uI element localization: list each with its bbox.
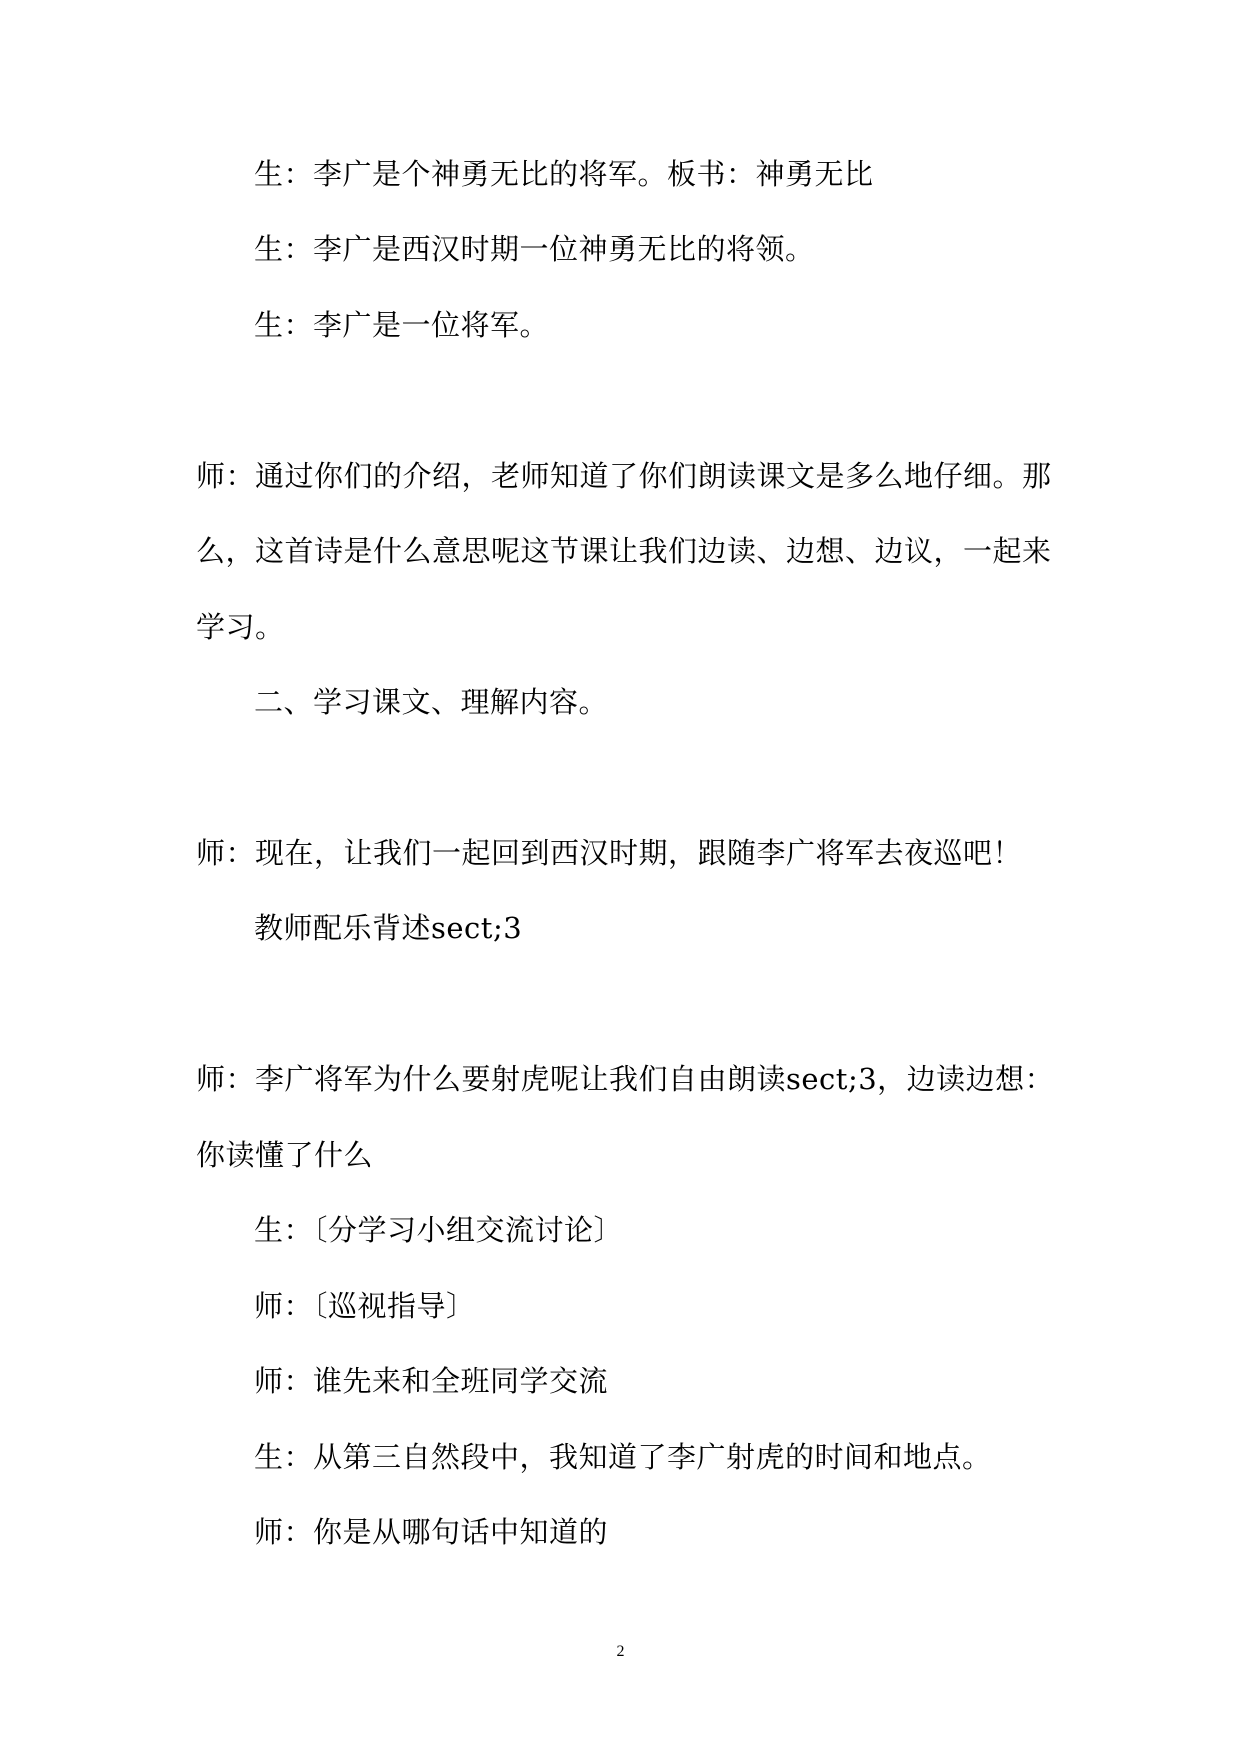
text-line-13: 师：〔巡视指导〕 [254, 1289, 476, 1323]
text-line-12: 生：〔分学习小组交流讨论〕 [254, 1213, 624, 1247]
text-line-11: 你读懂了什么 [196, 1138, 374, 1172]
text-line-8: 师：现在，让我们一起回到西汉时期，跟随李广将军去夜巡吧！ [196, 836, 1023, 870]
section-heading: 二、学习课文、理解内容。 [254, 685, 609, 719]
text-line-6: 学习。 [196, 610, 285, 644]
text-line-4: 师：通过你们的介绍，老师知道了你们朗读课文是多么地仔细。那 [196, 459, 1052, 493]
text-line-16: 师：你是从哪句话中知道的 [254, 1515, 609, 1549]
text-line-5: 么，这首诗是什么意思呢这节课让我们边读、边想、边议，一起来 [196, 534, 1052, 568]
text-line-2: 生：李广是西汉时期一位神勇无比的将领。 [254, 232, 815, 266]
text-line-9: 教师配乐背述sect;3 [254, 911, 523, 945]
text-line-14: 师：谁先来和全班同学交流 [254, 1364, 609, 1398]
page-number: 2 [616, 1643, 625, 1660]
text-line-1: 生：李广是个神勇无比的将军。板书：神勇无比 [254, 157, 874, 191]
text-line-10: 师：李广将军为什么要射虎呢让我们自由朗读sect;3，边读边想： [196, 1062, 1055, 1096]
text-line-15: 生：从第三自然段中，我知道了李广射虎的时间和地点。 [254, 1440, 992, 1474]
text-line-3: 生：李广是一位将军。 [254, 308, 550, 342]
